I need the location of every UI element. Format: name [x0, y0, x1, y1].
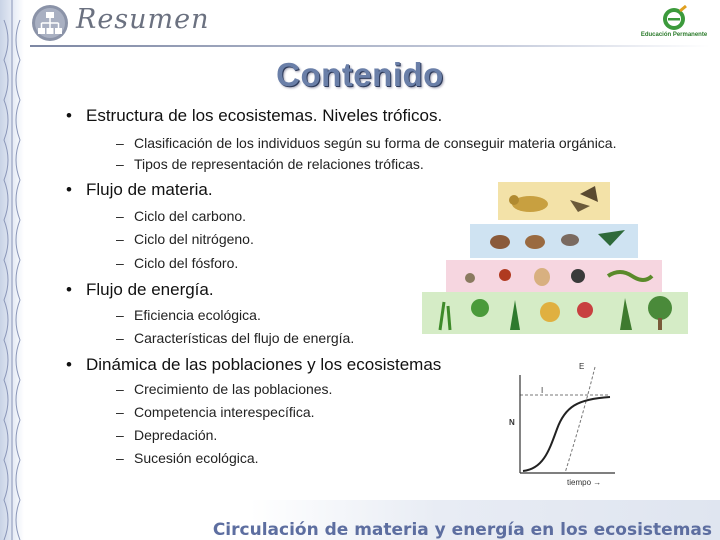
brand-text: Educación Permanente [640, 32, 708, 38]
graph-x-label: tiempo → [567, 478, 602, 487]
slide-title: Contenido [276, 56, 444, 93]
bullet-text: Dinámica de las poblaciones y los ecosistemas [86, 355, 442, 374]
graph-y-label: N [509, 418, 515, 427]
sitemap-icon [30, 3, 70, 43]
header-title: Resumen [76, 4, 210, 35]
educacion-permanente-icon [632, 4, 716, 32]
graph-capacity-label: I [541, 386, 544, 395]
bullet-text: Estructura de los ecosistemas. Niveles tróficos. [86, 106, 443, 125]
brand-logo [632, 4, 716, 44]
bullet-dot: • [66, 180, 72, 199]
bullet-dot: • [66, 355, 72, 374]
population-growth-graph [505, 355, 620, 490]
bullet-dot: • [66, 106, 72, 125]
trophic-pyramid-image [420, 180, 690, 335]
bullet-text: Flujo de materia. [86, 180, 213, 199]
bullet-dot: • [66, 280, 72, 299]
graph-curve-label: E [579, 362, 585, 371]
bullet-text: Flujo de energía. [86, 280, 214, 299]
footer-title: Circulación de materia y energía en los ecosistemas [212, 520, 712, 540]
header-divider [30, 45, 710, 47]
